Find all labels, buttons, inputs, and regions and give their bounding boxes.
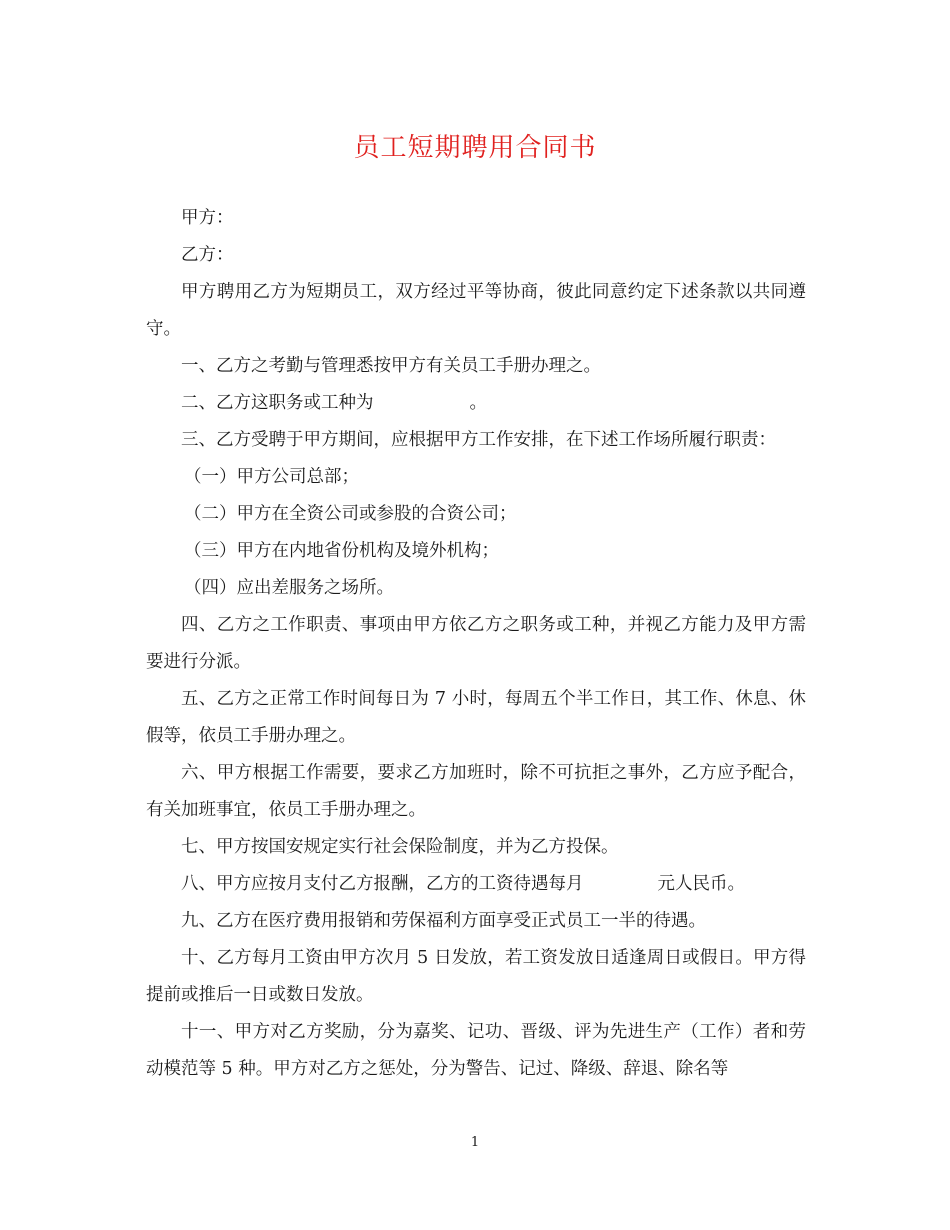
intro-paragraph: 甲方聘用乙方为短期员工，双方经过平等协商，彼此同意约定下述条款以共同遵守。 xyxy=(146,282,806,339)
clause-2-end: 。 xyxy=(469,393,487,413)
clause-3-item: （三）甲方在内地省份机构及境外机构； xyxy=(184,541,499,561)
clause-6: 六、甲方根据工作需要，要求乙方加班时，除不可抗拒之事外，乙方应予配合，有关加班事宜，依员工手册办理之。 xyxy=(146,763,806,820)
clause-5: 五、乙方之正常工作时间每日为 7 小时，每周五个半工作日，其工作、休息、休假等，依员工手册办理之。 xyxy=(146,689,806,746)
clause-7: 七、甲方按国安规定实行社会保险制度，并为乙方投保。 xyxy=(181,837,619,857)
clause-2 xyxy=(146,385,806,422)
clause-2-text: 二、乙方这职务或工种为 xyxy=(181,393,374,413)
clause-9: 九、乙方在医疗费用报销和劳保福利方面享受正式员工一半的待遇。 xyxy=(181,911,706,931)
party-b-line: 乙方： xyxy=(181,245,234,265)
clause-3-item: （一）甲方公司总部； xyxy=(184,467,359,487)
clause-3-item: （四）应出差服务之场所。 xyxy=(184,578,394,598)
clause-8 xyxy=(146,866,806,903)
document-body xyxy=(146,200,806,1088)
document-title: 员工短期聘用合同书 xyxy=(353,133,597,163)
clause-11: 十一、甲方对乙方奖励，分为嘉奖、记功、晋级、评为先进生产（工作）者和劳动模范等 5 种。甲方对乙方之惩处，分为警告、记过、降级、辞退、除名等 xyxy=(146,1022,806,1079)
clause-8-text: 八、甲方应按月支付乙方报酬，乙方的工资待遇每月 xyxy=(181,874,584,894)
clause-1: 一、乙方之考勤与管理悉按甲方有关员工手册办理之。 xyxy=(181,356,601,376)
page-number: 1 xyxy=(470,1135,480,1150)
clause-3-item: （二）甲方在全资公司或参股的合资公司； xyxy=(184,504,517,524)
party-a-line: 甲方： xyxy=(181,208,234,228)
clause-10: 十、乙方每月工资由甲方次月 5 日发放，若工资发放日适逢周日或假日。甲方得提前或推后一日或数日发放。 xyxy=(146,948,806,1005)
clause-8-end: 元人民币。 xyxy=(657,874,745,894)
clause-4: 四、乙方之工作职责、事项由甲方依乙方之职务或工种，并视乙方能力及甲方需要进行分派。 xyxy=(146,615,806,672)
clause-3: 三、乙方受聘于甲方期间，应根据甲方工作安排，在下述工作场所履行职责： xyxy=(181,430,776,450)
